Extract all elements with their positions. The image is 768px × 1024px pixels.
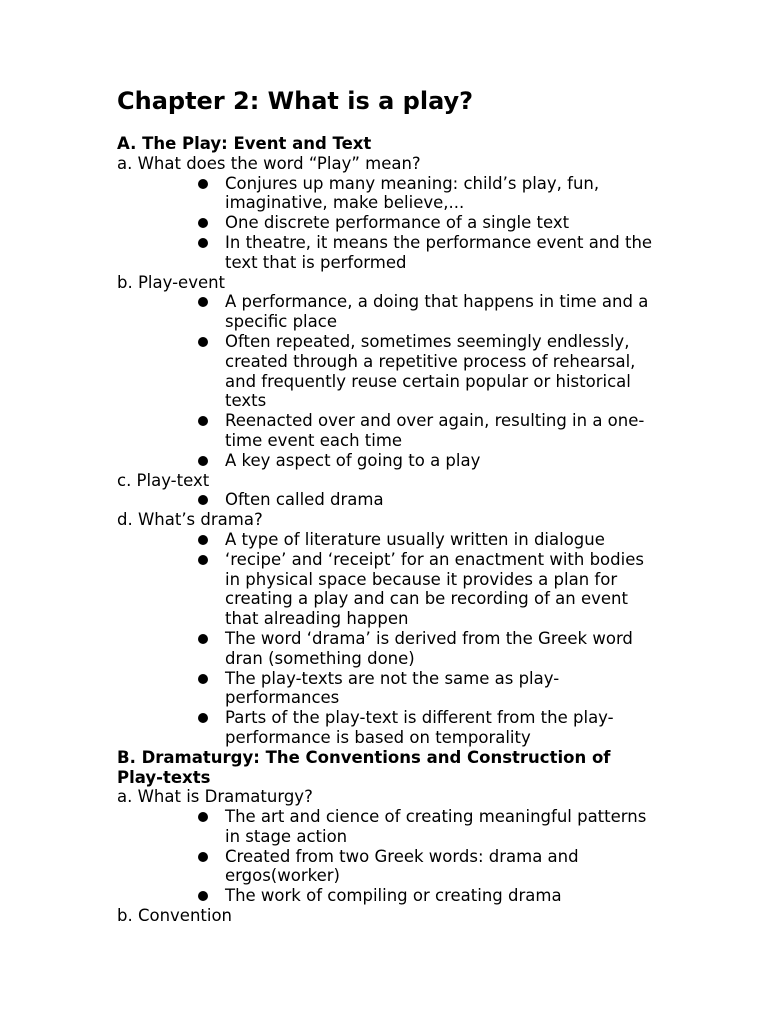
list-item [225,411,657,451]
list-item [225,669,657,709]
bullet-icon [198,852,208,862]
list-item [225,886,657,906]
bullet-list [117,174,657,273]
bullet-icon [198,416,208,426]
list-item [225,213,657,233]
list-item [225,550,657,629]
subsection-what-is-dramaturgy [117,787,657,906]
list-item-text: A performance, a doing that happens in time and a specific place [225,292,649,332]
section-b [117,748,657,926]
page-title: Chapter 2: What is a play? [117,87,474,115]
bullet-icon [198,238,208,248]
subsection-play-event [117,273,657,471]
list-item-text: The word ‘drama’ is derived from the Greek word dran (something done) [225,628,633,668]
list-item [225,530,657,550]
list-item-text: The work of compiling or creating drama [225,886,562,906]
bullet-icon [198,674,208,684]
bullet-icon [198,495,208,505]
list-item [225,233,657,273]
list-item-text: Often called drama [225,490,384,510]
list-item [225,451,657,471]
document-body [117,134,657,926]
list-item-text: ‘recipe’ and ‘receipt’ for an enactment with bodies in physical space because it provides a plan for creating a play and can be recording of an event that alreading happen [225,549,644,629]
bullet-list [117,807,657,906]
subsection-whats-drama [117,510,657,748]
subsection-label: a. What is Dramaturgy? [117,787,313,807]
list-item-text: Conjures up many meaning: child’s play, fun, imaginative, make believe,... [225,173,600,213]
list-item-text: The art and cience of creating meaningful patterns in stage action [225,807,647,846]
list-item-text: Created from two Greek words: drama and ergos(worker) [225,846,579,886]
list-item-text: A key aspect of going to a play [225,450,481,470]
bullet-icon [198,634,208,644]
list-item-text: The play-texts are not the same as play-performances [225,668,560,708]
document-page [117,86,657,926]
subsection-label: b. Play-event [117,272,226,292]
bullet-icon [198,713,208,723]
bullet-icon [198,337,208,347]
bullet-icon [198,456,208,466]
list-item [225,708,657,748]
list-item [225,174,657,214]
list-item-text: Reenacted over and over again, resulting in a one-time event each time [225,411,645,450]
list-item [225,292,657,332]
section-heading: A. The Play: Event and Text [117,134,372,153]
subsection-convention [117,906,657,926]
section-heading: B. Dramaturgy: The Conventions and Construction of Play-texts [117,747,611,787]
bullet-icon [198,179,208,189]
list-item [225,490,657,510]
list-item [225,332,657,411]
bullet-list [117,530,657,748]
bullet-icon [198,555,208,565]
bullet-icon [198,218,208,228]
list-item-text: In theatre, it means the performance event and the text that is performed [225,232,653,272]
list-item [225,629,657,669]
list-item-text: One discrete performance of a single text [225,213,570,233]
list-item [225,807,657,847]
bullet-icon [198,891,208,901]
list-item-text: A type of literature usually written in dialogue [225,529,605,549]
list-item [225,847,657,887]
list-item-text: Parts of the play-text is different from the play-performance is based on temporality [225,708,614,747]
bullet-icon [198,297,208,307]
list-item-text: Often repeated, sometimes seemingly endlessly, created through a repetitive process of rehearsal, and frequently reuse certain popular or historical texts [225,331,636,411]
subsection-play-text [117,471,657,511]
subsection-label: a. What does the word “Play” mean? [117,153,421,173]
bullet-icon [198,535,208,545]
subsection-label: b. Convention [117,906,233,926]
bullet-list [117,490,657,510]
section-a [117,134,657,748]
subsection-what-does-play-mean [117,154,657,273]
subsection-label: d. What’s drama? [117,510,263,530]
subsection-label: c. Play-text [117,470,210,490]
bullet-list [117,292,657,470]
bullet-icon [198,812,208,822]
